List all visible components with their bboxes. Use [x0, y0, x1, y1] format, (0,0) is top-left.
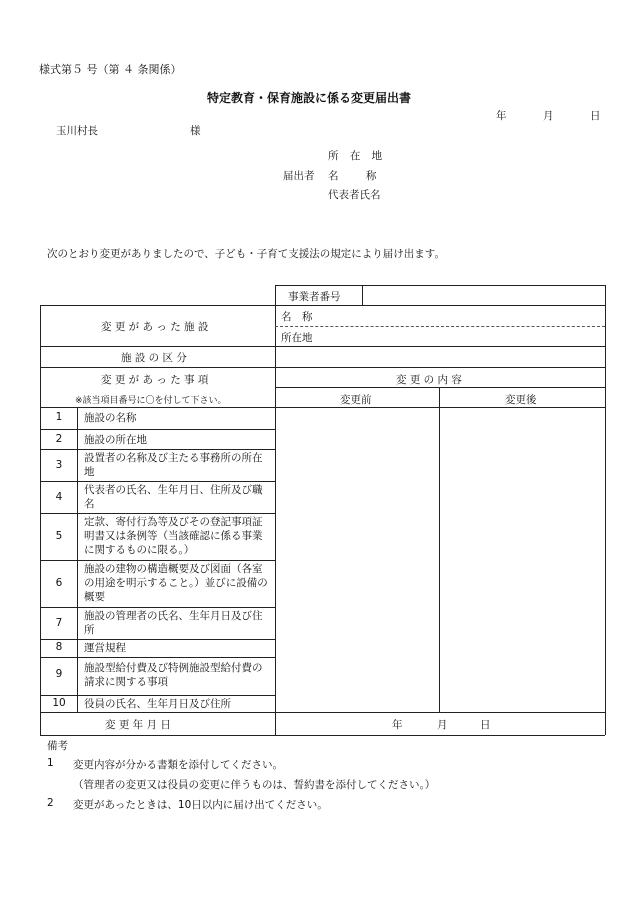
item-text: 設置者の名称及び主たる事務所の所在地: [84, 452, 263, 478]
content-header: 変 更 の 内 容: [396, 374, 462, 386]
item-text: 施設の建物の構造概要及び図面（各室の用途を明示すること。）並びに設備の概要: [84, 563, 268, 603]
remark-text: （管理者の変更又は役員の変更に伴うものは、誓約書を添付してください。）: [73, 779, 436, 791]
item-text: 代表者の氏名、生年月日、住所及び職名: [84, 484, 263, 510]
item-number: 7: [55, 617, 63, 629]
facility-name-label: 名 称: [281, 311, 313, 323]
business-no-value[interactable]: [368, 289, 598, 303]
notifier-label: 届出者: [283, 170, 315, 182]
item-text: 施設の所在地: [84, 434, 147, 446]
addressee-name: 玉川村長: [56, 125, 98, 137]
items-note: ※該当項目番号に〇を付して下さい。: [75, 396, 227, 406]
category-label: 施 設 の 区 分: [121, 352, 187, 364]
item-number: 5: [55, 530, 63, 542]
remark-number: 1: [47, 757, 54, 769]
page-title: 特定教育・保育施設に係る変更届出書: [207, 91, 412, 105]
item-number: 6: [55, 577, 63, 589]
remarks-heading: 備考: [47, 740, 68, 752]
change-date-label: 変 更 年 月 日: [105, 719, 171, 731]
item-number: 2: [55, 433, 63, 445]
before-label: 変更前: [340, 394, 372, 406]
date-year: 年: [496, 110, 507, 122]
date-month: 月: [543, 110, 554, 122]
notifier-rep-label: 代表者氏名: [328, 189, 381, 201]
facility-address-label: 所在地: [281, 332, 313, 344]
item-text: 施設の管理者の氏名、生年月日及び住所: [84, 610, 263, 636]
item-number: 10: [52, 697, 66, 709]
items-header: 変 更 が あ っ た 事 項: [101, 374, 209, 386]
notifier-name-label: 名 称: [328, 170, 377, 182]
form-label: 様式第５ 号（第 ４ 条関係）: [39, 63, 182, 76]
item-number: 4: [55, 491, 63, 503]
change-date-day: 日: [480, 719, 491, 731]
item-text: 運営規程: [84, 642, 126, 654]
after-label: 変更後: [505, 394, 537, 406]
item-text: 施設の名称: [84, 412, 137, 424]
notifier-address-label: 所 在 地: [328, 150, 387, 162]
remark-number: 2: [47, 797, 54, 809]
change-date-month: 月: [437, 719, 448, 731]
item-number: 8: [55, 641, 63, 653]
intro-text: 次のとおり変更がありましたので、子ども・子育て支援法の規定により届け出ます。: [47, 248, 445, 260]
change-date-year: 年: [392, 719, 403, 731]
date-day: 日: [590, 110, 601, 122]
item-text: 定款、寄付行為等及びその登記事項証明書又は条例等（当該確認に係る事業に関するものに限る。）: [84, 516, 263, 556]
item-number: 1: [55, 411, 63, 423]
item-text: 役員の氏名、生年月日及び住所: [84, 698, 231, 710]
remark-text: 変更があったときは、10日以内に届け出てください。: [73, 799, 328, 811]
facility-label: 変 更 が あ っ た 施 設: [101, 321, 209, 333]
item-number: 9: [55, 668, 63, 680]
business-no-label: 事業者番号: [288, 291, 341, 303]
item-number: 3: [55, 459, 63, 471]
item-text: 施設型給付費及び特例施設型給付費の請求に関する事項: [84, 662, 263, 688]
remark-text: 変更内容が分かる書類を添付してください。: [73, 759, 283, 771]
addressee-honorific: 様: [190, 125, 201, 137]
